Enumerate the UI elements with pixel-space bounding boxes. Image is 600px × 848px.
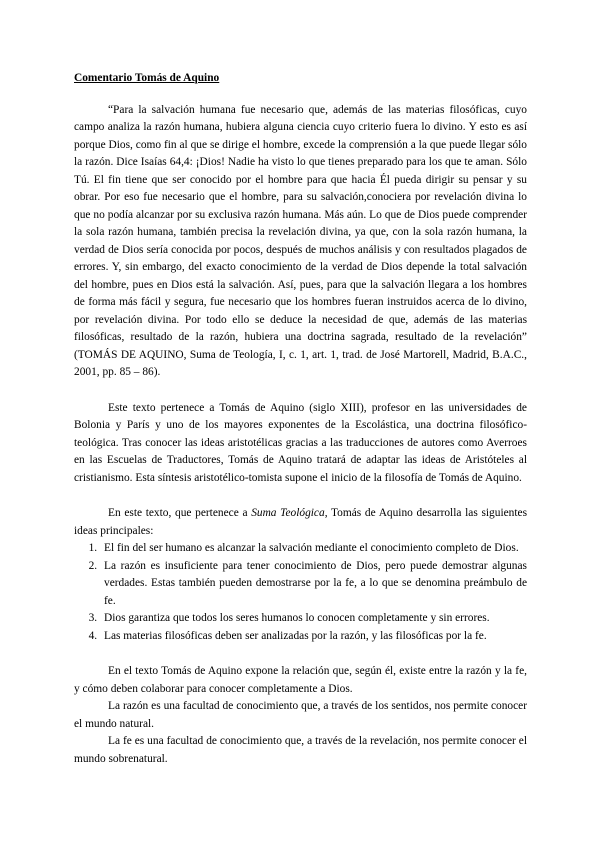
reason-paragraph: La razón es una facultad de conocimiento que, a través de los sentidos, nos permite conocer el mundo natural. [74, 700, 527, 730]
quote-paragraph: “Para la salvación humana fue necesario que, además de las materias filosóficas, cuyo campo analiza la razón humana, hubiera alguna ciencia cuyo criterio fuera lo divino. Y esto es así porque Dios, como fin al que se dirige el hombre, excede la comprensión a la que puede llegar sólo la razón. Dice Isaías 64,4: ¡Dios! Nadie ha visto lo que tienes preparado para los que te aman. Sólo Tú. El fin tiene que ser conocido por el hombre para que hacia Él pueda dirigir su pensar y su obrar. Por eso fue necesario que el hombre, para su salvación,conociera por revelación divina lo que no podía alcanzar por su exclusiva razón humana. Más aún. Lo que de Dios puede comprender la sola razón humana, también precisa la revelación divina, ya que, con la sola razón humana, la verdad de Dios sería conocida por pocos, después de muchos análisis y con resultados plagados de errores. Y, sin embargo, del exacto conocimiento de la verdad de Dios depende la total salvación del hombre, pues en Dios está la salvación. Así, pues, para que la salvación llegara a los hombres de forma más fácil y segura, fue necesario que los hombres fueran instruidos acerca de lo divino, por revelación divina. Por todo ello se deduce la necesidad de que, además de las materias filosóficas, resultado de la razón, hubiera una doctrina sagrada, resultado de la revelación” (TOMÁS DE AQUINO, Suma de Teología, I, c. 1, art. 1, trad. de José Martorell, Madrid, B.A.C., 2001, pp. 85 – 86). [74, 103, 527, 378]
closing-paragraph: En el texto Tomás de Aquino expone la relación que, según él, existe entre la razón y la fe, y cómo deben colaborar para conocer completamente a Dios. [74, 665, 527, 695]
context-paragraph: Este texto pertenece a Tomás de Aquino (siglo XIII), profesor en las universidades de Bolonia y París y uno de los mayores exponentes de la Escolástica, una doctrina filosófico-teológica. Tras conocer las ideas aristotélicas gracias a las traducciones de autores como Averroes en las Escuelas de Traductores, Tomás de Aquino tratará de adaptar las ideas de Aristóteles al cristianismo. Esta síntesis aristotélico-tomista supone el inicio de la filosofía de Tomás de Aquino. [74, 401, 527, 484]
work-title: Suma Teológica [251, 507, 325, 519]
intro-text-before: En este texto, que pertenece a [108, 507, 252, 519]
list-item: 3. Dios garantiza que todos los seres humanos lo conocen completamente y sin errores. [100, 610, 527, 628]
document-title: Comentario Tomás de Aquino [74, 72, 220, 84]
list-item: 4. Las materias filosóficas deben ser analizadas por la razón, y las filosóficas por la fe. [100, 628, 527, 646]
intro-paragraph [74, 505, 527, 540]
list-item: 1. El fin del ser humano es alcanzar la salvación mediante el conocimiento completo de Dios. [100, 540, 527, 558]
intro-text-after: , Tomás de Aquino desarrolla las siguientes ideas principales: [74, 507, 528, 537]
ideas-list [74, 540, 527, 645]
faith-paragraph: La fe es una facultad de conocimiento que, a través de la revelación, nos permite conocer el mundo sobrenatural. [74, 735, 527, 765]
list-item: 2. La razón es insuficiente para tener conocimiento de Dios, pero puede demostrar algunas verdades. Estas también pueden demostrarse por la fe, a lo que se denomina preámbulo de fe. [100, 558, 527, 611]
document-body [74, 70, 527, 768]
